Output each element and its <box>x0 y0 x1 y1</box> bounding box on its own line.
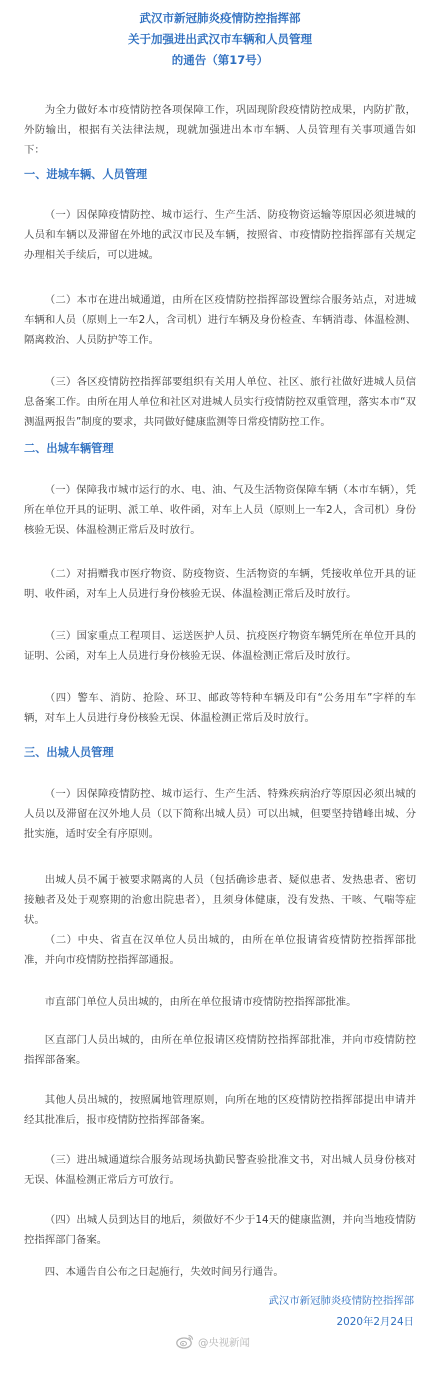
section-3-paragraph-7: （三）进出城通道综合服务站现场执勤民警查验批准文书，对出城人员身份核对无误、体温检测正常后方可放行。 <box>24 1154 416 1186</box>
section-4-paragraph: 四、本通告自公布之日起施行，失效时间另行通告。 <box>44 1266 284 1278</box>
section-1-paragraph-2: （二）本市在进出城通道，由所在区疫情防控指挥部设置综合服务站点，对进城车辆和人员（原则上一车2人，含司机）进行车辆及身份检查、车辆消毒、体温检测、隔离救治、人员防护等工作。 <box>24 294 416 346</box>
section-3-heading: 三、出城人员管理 <box>24 746 114 759</box>
section-3-paragraph-3: （二）中央、省直在汉单位人员出城的，由所在单位报请省疫情防控指挥部批准，并向市疫情防控指挥部通报。 <box>24 934 416 966</box>
title-line-3: 的通告（第17号） <box>171 53 269 67</box>
section-3-paragraph-8: （四）出城人员到达目的地后，须做好不少于14天的健康监测，并向当地疫情防控指挥部门备案。 <box>24 1214 416 1246</box>
intro-paragraph: 为全力做好本市疫情防控各项保障工作，巩固现阶段疫情防控成果，内防扩散，外防输出，根据有关法律法规，现就加强进出本市车辆、人员管理有关事项通告如下： <box>24 104 416 156</box>
section-2-heading: 二、出城车辆管理 <box>24 442 114 455</box>
signature-org: 武汉市新冠肺炎疫情防控指挥部 <box>268 1295 414 1307</box>
section-1-paragraph-1: （一）因保障疫情防控、城市运行、生产生活、防疫物资运输等原因必须进城的人员和车辆以及滞留在外地的武汉市民及车辆，按照省、市疫情防控指挥部有关规定办理相关手续后，可以进城。 <box>24 209 416 261</box>
section-3-paragraph-2: 出城人员不属于被要求隔离的人员（包括确诊患者、疑似患者、发热患者、密切接触者及处于观察期的治愈出院患者），且须身体健康，没有发热、干咳、气喘等症状。 <box>24 874 416 926</box>
section-2-paragraph-2: （二）对捐赠我市医疗物资、防疫物资、生活物资的车辆，凭接收单位开具的证明、收件函，对车上人员进行身份核验无误、体温检测正常后及时放行。 <box>24 568 416 600</box>
section-2-paragraph-1: （一）保障我市城市运行的水、电、油、气及生活物资保障车辆（本市车辆），凭所在单位开具的证明、派工单、收件函，对车上人员（原则上一车2人，含司机）身份核验无误、体温检测正常后及时放行。 <box>24 484 416 536</box>
weibo-logo-icon <box>176 1334 194 1349</box>
watermark <box>176 1331 250 1351</box>
watermark-text: @央视新闻 <box>198 1336 250 1349</box>
section-1-heading: 一、进城车辆、人员管理 <box>24 168 148 181</box>
section-3-paragraph-5: 区直部门人员出城的，由所在单位报请区疫情防控指挥部批准，并向市疫情防控指挥部备案。 <box>24 1034 416 1066</box>
section-2-paragraph-4: （四）警车、消防、抢险、环卫、邮政等特种车辆及印有“公务用车”字样的车辆，对车上人员进行身份核验无误、体温检测正常后及时放行。 <box>24 692 416 724</box>
section-3-paragraph-1: （一）因保障疫情防控、城市运行、生产生活、特殊疾病治疗等原因必须出城的人员以及滞留在汉外地人员（以下简称出城人员）可以出城，但要坚持错峰出城、分批实施，适时安全有序原则。 <box>24 788 416 840</box>
section-3-paragraph-4: 市直部门单位人员出城的，由所在单位报请市疫情防控指挥部批准。 <box>44 996 357 1008</box>
signature-date: 2020年2月24日 <box>336 1316 414 1328</box>
section-1-paragraph-3: （三）各区疫情防控指挥部要组织有关用人单位、社区、旅行社做好进城人员信息备案工作。由所在用人单位和社区对进城人员实行疫情防控双重管理，落实本市“双测温两报告”制度的要求，共同做好健康监测等日常疫情防控工作。 <box>24 376 416 428</box>
section-3-paragraph-6: 其他人员出城的，按照属地管理原则，向所在地的区疫情防控指挥部提出申请并经其批准后，报市疫情防控指挥部备案。 <box>24 1094 416 1126</box>
title-line-1: 武汉市新冠肺炎疫情防控指挥部 <box>139 11 301 25</box>
section-2-paragraph-3: （三）国家重点工程项目、运送医护人员、抗疫医疗物资车辆凭所在单位开具的证明、公函，对车上人员进行身份核验无误、体温检测正常后及时放行。 <box>24 630 416 662</box>
title-line-2: 关于加强进出武汉市车辆和人员管理 <box>128 32 312 46</box>
